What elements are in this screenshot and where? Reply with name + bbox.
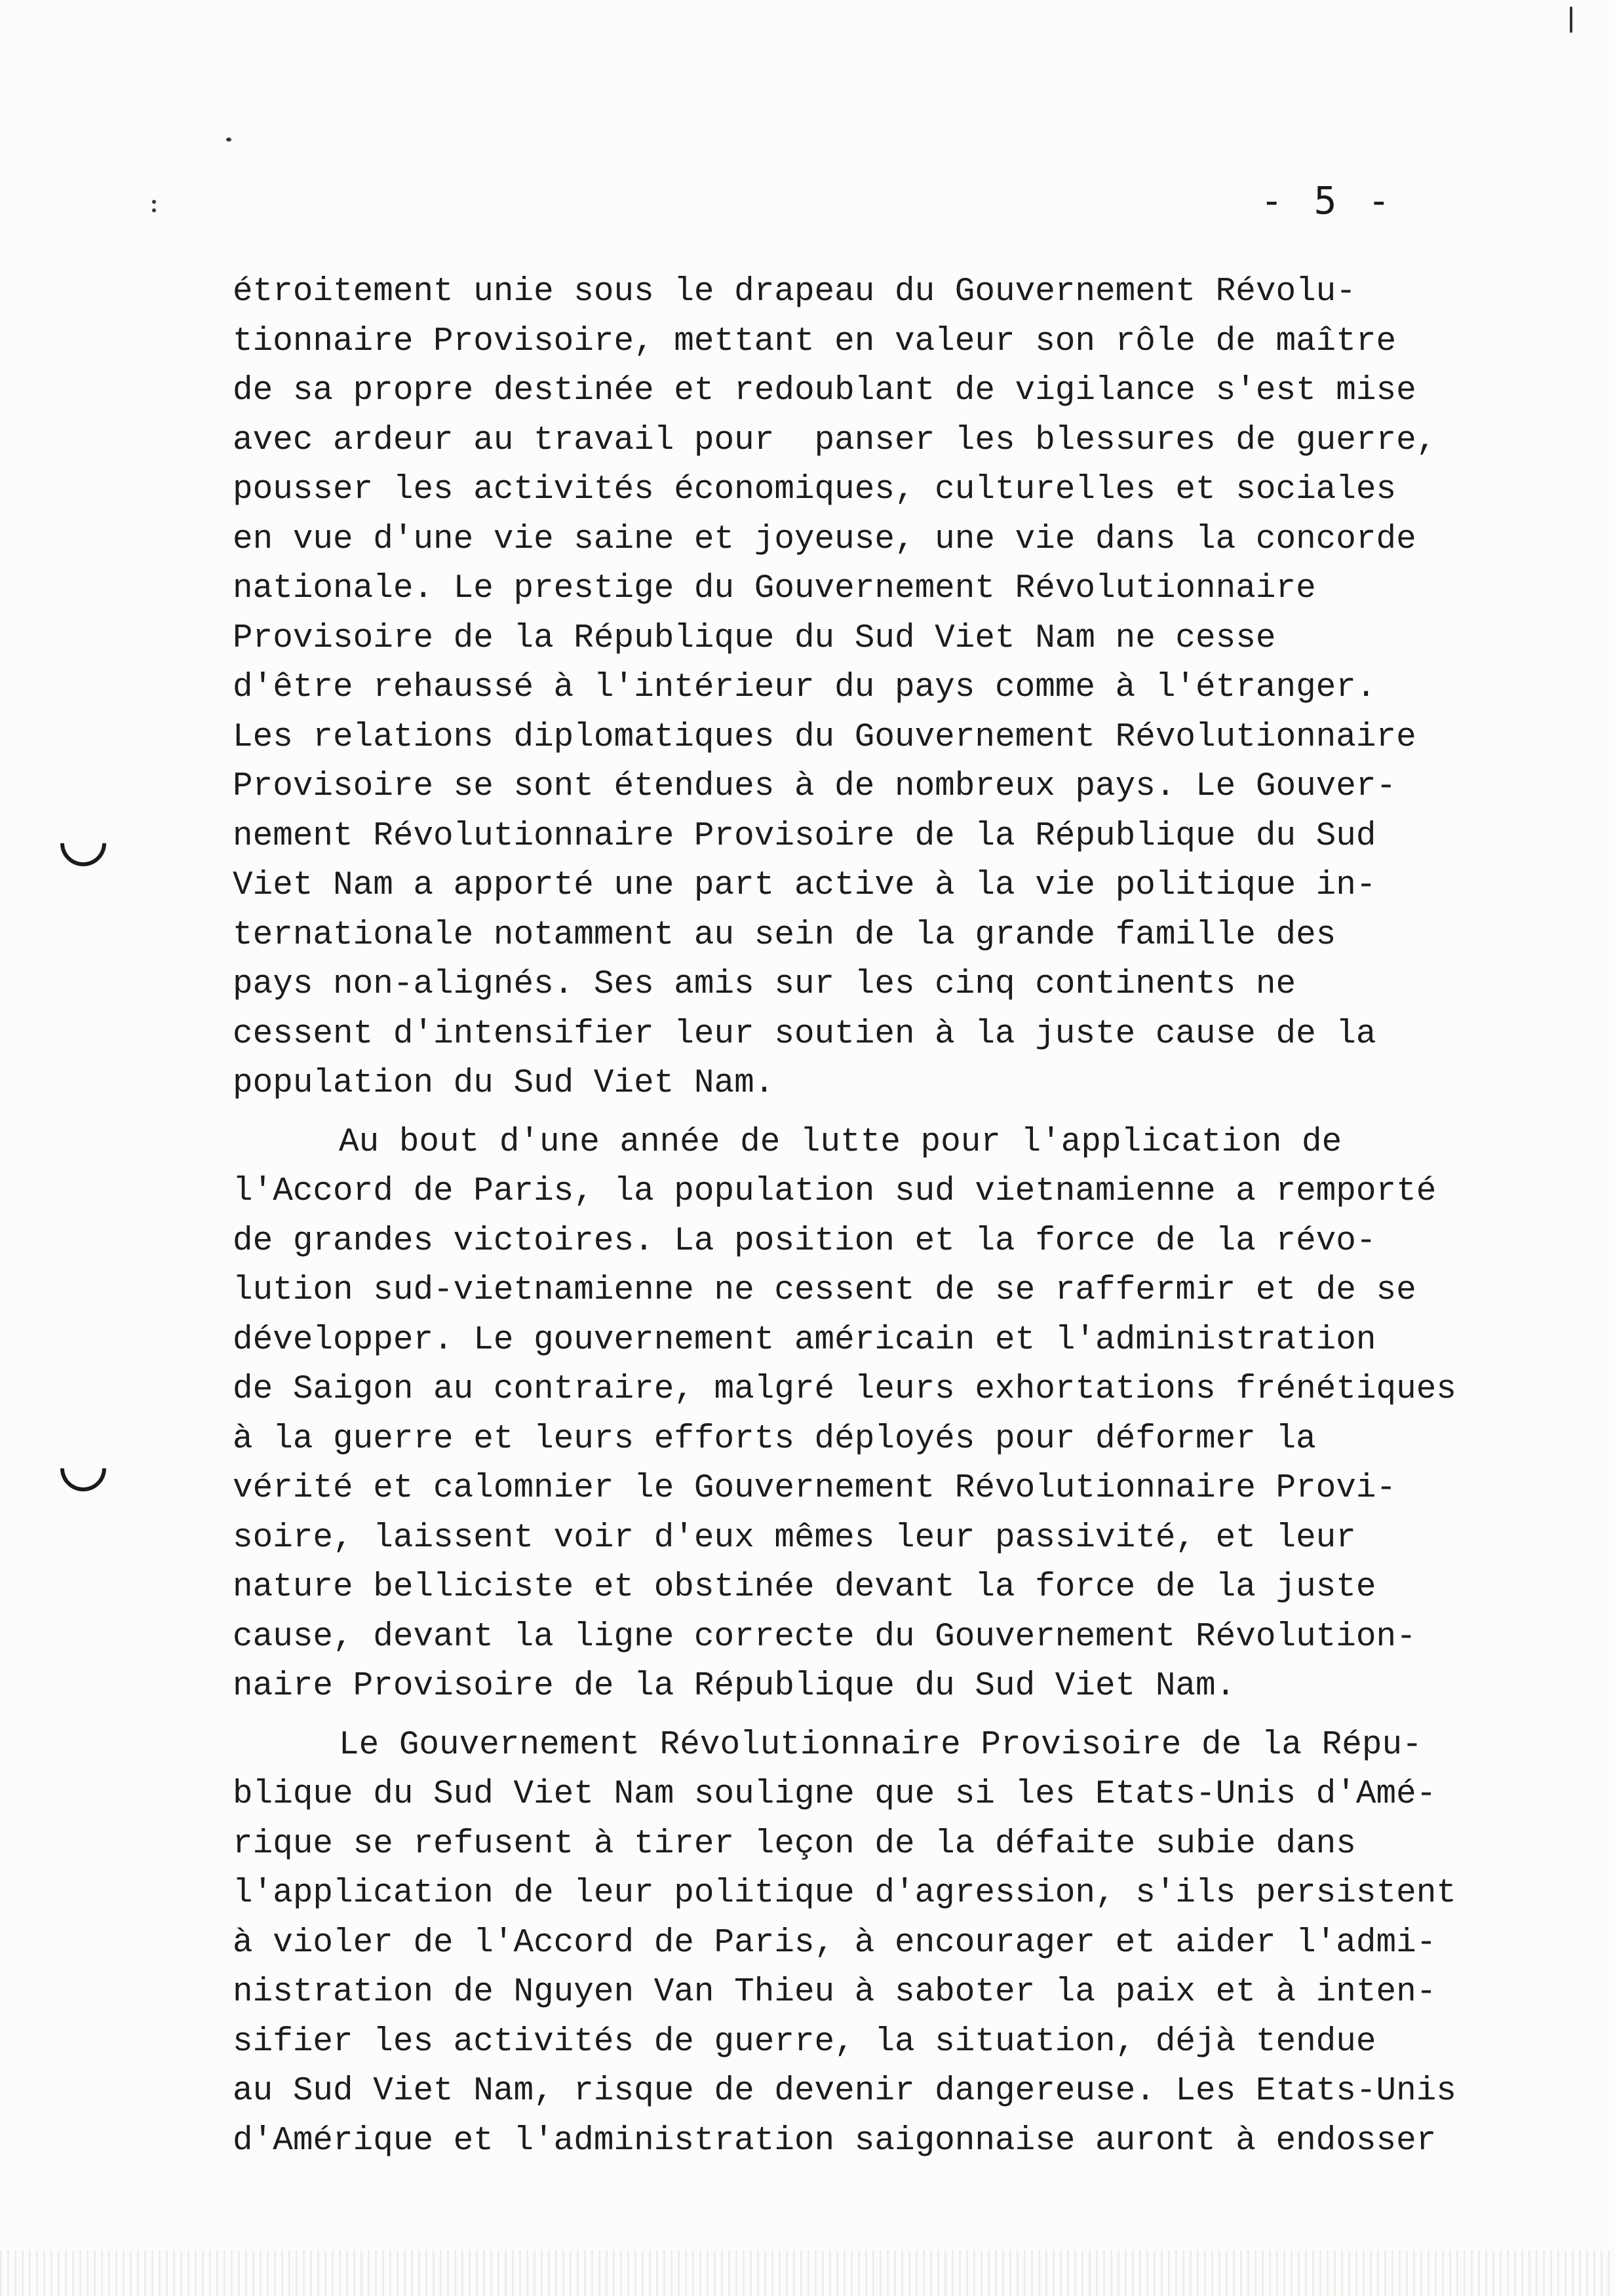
scan-speck [152,200,156,204]
scan-speck [226,138,231,142]
scan-speck [1570,7,1572,33]
text-line: nement Révolutionnaire Provisoire de la République du Sud [233,817,1376,855]
scan-speck [152,208,156,212]
text-line: Provisoire de la République du Sud Viet Nam ne cesse [233,619,1276,657]
text-line: à la guerre et leurs efforts déployés pour déformer la [233,1420,1316,1458]
text-line: tionnaire Provisoire, mettant en valeur son rôle de maître [233,322,1397,360]
text-line: en vue d'une vie saine et joyeuse, une vie dans la concorde [233,520,1416,558]
text-line: l'application de leur politique d'agression, s'ils persistent [233,1875,1456,1912]
text-line: lution sud-vietnamienne ne cessent de se raffermir et de se [233,1272,1416,1309]
text-line: étroitement unie sous le drapeau du Gouvernement Révolu- [233,273,1356,311]
text-line: pousser les activités économiques, culturelles et sociales [233,471,1397,508]
text-line: au Sud Viet Nam, risque de devenir dangereuse. Les Etats-Unis [233,2073,1456,2110]
text-line: blique du Sud Viet Nam souligne que si les Etats-Unis d'Amé- [233,1776,1437,1813]
text-line: rique se refusent à tirer leçon de la défaite subie dans [233,1825,1356,1863]
text-line: développer. Le gouvernement américain et l'administration [233,1321,1376,1359]
text-line: nistration de Nguyen Van Thieu à saboter la paix et à inten- [233,1974,1437,2011]
text-line: de sa propre destinée et redoublant de vigilance s'est mise [233,372,1416,410]
document-body [233,267,1491,2166]
punch-hole-mark [51,811,116,876]
text-line: d'Amérique et l'administration saigonnaise auront à endosser [233,2122,1437,2160]
text-line: de grandes victoires. La position et la force de la révo- [233,1222,1376,1260]
page-number: - 5 - [1260,178,1395,223]
text-line: naire Provisoire de la République du Sud Viet Nam. [233,1668,1236,1705]
paragraph-2 [233,1118,1491,1712]
text-line: de Saigon au contraire, malgré leurs exhortations frénétiques [233,1371,1456,1408]
text-line: cessent d'intensifier leur soutien à la juste cause de la [233,1015,1376,1053]
text-line: d'être rehaussé à l'intérieur du pays comme à l'étranger. [233,669,1376,706]
text-line: l'Accord de Paris, la population sud vietnamienne a remporté [233,1173,1437,1210]
text-line: Le Gouvernement Révolutionnaire Provisoire de la Répu- [339,1726,1422,1764]
text-line: Provisoire se sont étendues à de nombreux pays. Le Gouver- [233,768,1397,805]
text-line: Au bout d'une année de lutte pour l'application de [339,1123,1342,1161]
text-line: Viet Nam a apporté une part active à la vie politique in- [233,867,1376,904]
text-line: vérité et calomnier le Gouvernement Révolutionnaire Provi- [233,1470,1397,1507]
text-line: cause, devant la ligne correcte du Gouvernement Révolution- [233,1618,1416,1656]
paragraph-3 [233,1721,1491,2166]
text-line: pays non-alignés. Ses amis sur les cinq continents ne [233,966,1296,1003]
punch-hole-mark [51,1436,116,1501]
text-line: avec ardeur au travail pour panser les blessures de guerre, [233,421,1437,459]
text-line: sifier les activités de guerre, la situation, déjà tendue [233,2023,1376,2061]
text-line: nationale. Le prestige du Gouvernement Révolutionnaire [233,570,1316,607]
text-line: nature belliciste et obstinée devant la force de la juste [233,1569,1376,1606]
paragraph-1 [233,267,1491,1109]
text-line: population du Sud Viet Nam. [233,1065,775,1102]
scan-noise-border [0,2250,1615,2296]
text-line: Les relations diplomatiques du Gouvernement Révolutionnaire [233,718,1416,756]
text-line: à violer de l'Accord de Paris, à encourager et aider l'admi- [233,1924,1437,1962]
text-line: soire, laissent voir d'eux mêmes leur passivité, et leur [233,1519,1356,1557]
text-line: ternationale notamment au sein de la grande famille des [233,916,1336,954]
